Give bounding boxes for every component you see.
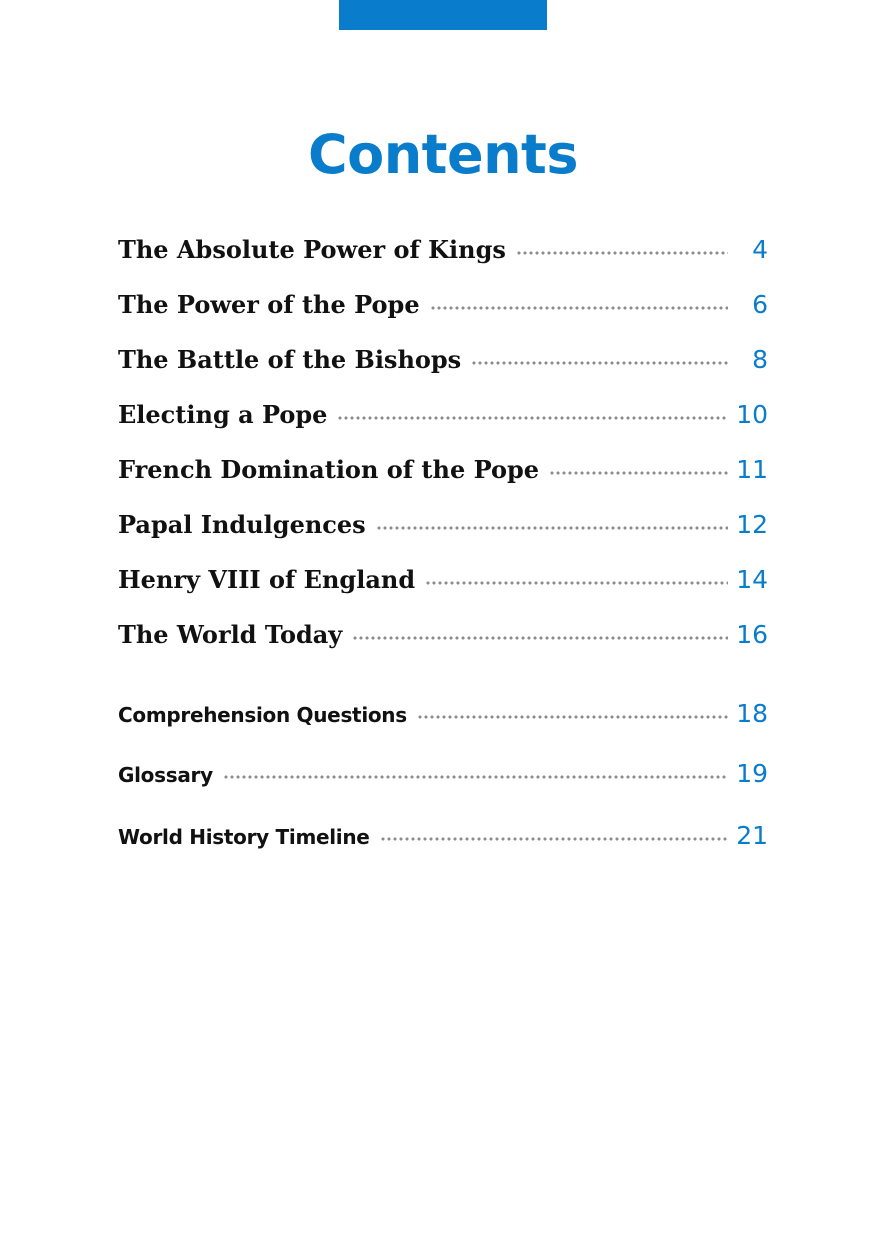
toc-entry[interactable]	[118, 288, 768, 322]
toc-entry-page: 19	[736, 759, 768, 788]
toc-entry-label: The Power of the Pope	[118, 290, 420, 319]
toc-entry-label: Electing a Pope	[118, 400, 328, 429]
toc-entry-page: 4	[752, 235, 768, 264]
toc-entry-label: French Domination of the Pope	[118, 455, 540, 484]
dot-leader	[425, 581, 728, 585]
toc-entry-page: 14	[736, 565, 768, 594]
toc-entry[interactable]	[118, 398, 768, 432]
page-title: Contents	[307, 123, 578, 186]
toc-entry-page: 11	[736, 455, 768, 484]
toc-entry-page: 18	[736, 699, 768, 728]
toc-entry[interactable]	[118, 508, 768, 542]
toc-entry-page: 10	[736, 400, 768, 429]
dot-leader	[471, 361, 728, 365]
toc-back-entry[interactable]	[118, 819, 768, 853]
toc-entry-page: 6	[752, 290, 768, 319]
toc-entry-page: 21	[736, 821, 768, 850]
dot-leader	[516, 251, 728, 255]
toc-entry-label: Comprehension Questions	[118, 703, 407, 727]
dot-leader	[549, 471, 728, 475]
dot-leader	[430, 306, 728, 310]
toc-entry-label: The Absolute Power of Kings	[118, 235, 506, 264]
toc-entry[interactable]	[118, 453, 768, 487]
toc-entry-label: Henry VIII of England	[118, 565, 416, 594]
dot-leader	[337, 416, 728, 420]
toc-back-entry[interactable]	[118, 697, 768, 731]
toc-back-entry[interactable]	[118, 757, 768, 791]
toc-entry-page: 16	[736, 620, 768, 649]
top-accent-bar	[339, 0, 547, 30]
dot-leader	[223, 775, 728, 779]
toc-entry-label: World History Timeline	[118, 825, 370, 849]
toc-entry-page: 8	[752, 345, 768, 374]
toc-entry-label: Papal Indulgences	[118, 510, 366, 539]
toc-entry-label: The Battle of the Bishops	[118, 345, 462, 374]
toc-entry[interactable]	[118, 343, 768, 377]
toc-entry[interactable]	[118, 618, 768, 652]
toc-entry[interactable]	[118, 233, 768, 267]
dot-leader	[376, 526, 728, 530]
toc-entry[interactable]	[118, 563, 768, 597]
toc-entry-page: 12	[736, 510, 768, 539]
dot-leader	[417, 715, 728, 719]
toc-entry-label: Glossary	[118, 763, 213, 787]
toc-entry-label: The World Today	[118, 620, 343, 649]
dot-leader	[352, 636, 728, 640]
dot-leader	[380, 837, 728, 841]
